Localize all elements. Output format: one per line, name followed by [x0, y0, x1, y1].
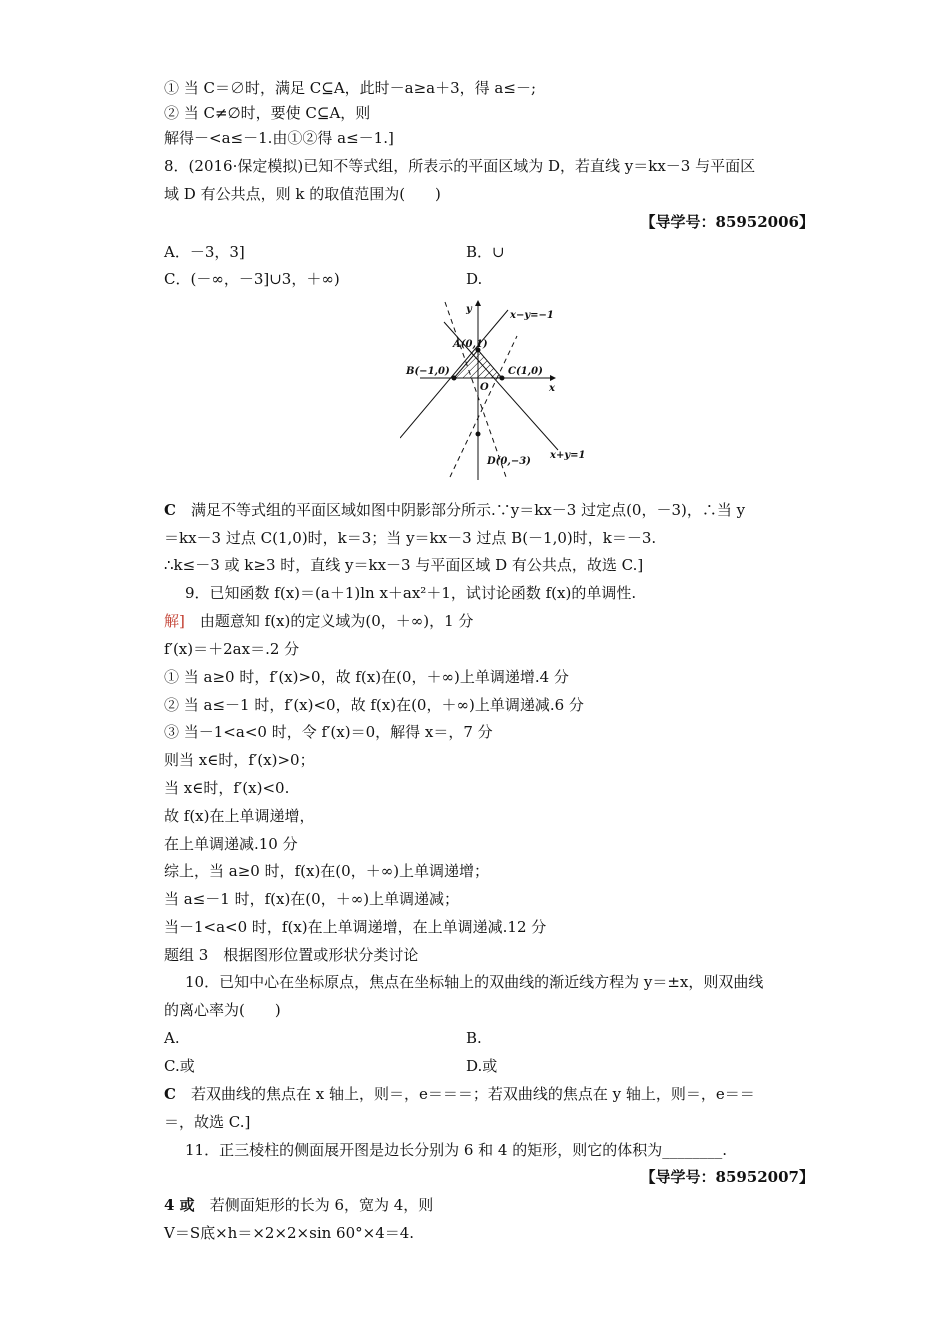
solution-9-line8: 故 f(x)在上单调递增，: [164, 807, 315, 825]
answer-8-text: 满足不等式组的平面区域如图中阴影部分所示.∵y＝kx－3 过定点(0，－3)，∴当 y: [190, 501, 746, 519]
question-10-cont: 的离心率为( ): [164, 1001, 281, 1019]
solution-9-line11: 当 a≤－1 时，f(x)在(0，＋∞)上单调递减；: [164, 890, 460, 908]
option-d: D.: [466, 270, 483, 288]
answer-11-value: 4 或: [164, 1196, 195, 1214]
solution-9-line10: 综上，当 a≥0 时，f(x)在(0，＋∞)上单调递增；: [164, 862, 490, 880]
dashed-line-left: [445, 302, 506, 477]
label-y: y: [466, 304, 472, 315]
option-b: B．∪: [466, 243, 505, 261]
group-3-heading: 题组 3 根据图形位置或形状分类讨论: [164, 946, 419, 964]
solution-9-start: [164, 611, 473, 631]
option-a: A．－3，3]: [164, 243, 245, 261]
x-arrow-icon: [550, 375, 556, 381]
answer-8-line2: ＝kx－3 过点 C(1,0)时，k＝3；当 y＝kx－3 过点 B(－1,0)时，k＝－3.: [164, 529, 657, 547]
answer-11-text: 若侧面矩形的长为 6，宽为 4，则: [209, 1196, 434, 1214]
guide-number-2: 【导学号：85952007】: [640, 1168, 814, 1186]
solution-9-line12: 当－1<a<0 时，f(x)在上单调递增，在上单调递减.12 分: [164, 918, 547, 936]
point-d: [476, 432, 481, 437]
solution-9-line5: ③ 当－1<a<0 时，令 f′(x)＝0，解得 x＝，7 分: [164, 723, 493, 741]
label-o: O: [480, 382, 489, 393]
label-c: C(1,0): [508, 366, 543, 377]
label-d: D(0,−3): [487, 456, 531, 467]
label-line2: x+y=1: [550, 450, 586, 461]
answer-8: [164, 500, 745, 520]
solution-9-line2: f′(x)＝＋2ax＝.2 分: [164, 640, 300, 658]
question-11: 11．正三棱柱的侧面展开图是边长分别为 6 和 4 的矩形，则它的体积为________.: [185, 1141, 728, 1159]
solution-9-line6: 则当 x∈时，f′(x)>0；: [164, 751, 315, 769]
option-10-a: A.: [164, 1029, 180, 1047]
line-1: ① 当 C＝∅时，满足 C⊆A，此时－a≥a＋3，得 a≤－;: [164, 79, 536, 97]
answer-10-line2: ＝，故选 C.]: [164, 1113, 251, 1131]
answer-10-letter: C: [164, 1085, 176, 1103]
solution-9-line7: 当 x∈时，f′(x)<0.: [164, 779, 290, 797]
answer-11-line2: V＝S底×h＝×2×2×sin 60°×4＝4.: [164, 1224, 415, 1242]
option-c: C．(－∞，－3]∪3，＋∞): [164, 270, 340, 288]
region-graph: [400, 292, 600, 487]
answer-10-text: 若双曲线的焦点在 x 轴上，则＝，e＝＝＝；若双曲线的焦点在 y 轴上，则＝，e＝＝: [190, 1085, 755, 1103]
answer-8-letter: C: [164, 501, 176, 519]
point-b: [452, 376, 457, 381]
answer-8-line3: ∴k≤－3 或 k≥3 时，直线 y＝kx－3 与平面区域 D 有公共点，故选 C.]: [164, 556, 644, 574]
point-c: [500, 376, 505, 381]
solution-9-text: 由题意知 f(x)的定义域为(0，＋∞)，1 分: [199, 612, 474, 630]
answer-10: [164, 1084, 755, 1104]
solution-9-line4: ② 当 a≤－1 时，f′(x)<0，故 f(x)在(0，＋∞)上单调递减.6 分: [164, 696, 584, 714]
solution-9-line3: ① 当 a≥0 时，f′(x)>0，故 f(x)在(0，＋∞)上单调递增.4 分: [164, 668, 569, 686]
line-2: ② 当 C≠∅时，要使 C⊆A，则: [164, 104, 371, 122]
question-10: 10．已知中心在坐标原点，焦点在坐标轴上的双曲线的渐近线方程为 y＝±x，则双曲线: [185, 973, 764, 991]
option-10-b: B.: [466, 1029, 482, 1047]
option-10-c: C.或: [164, 1057, 195, 1075]
answer-11: [164, 1195, 433, 1215]
solution-tag: 解]: [164, 612, 185, 630]
y-arrow-icon: [475, 300, 481, 306]
solution-9-line9: 在上单调递减.10 分: [164, 835, 298, 853]
question-8: 8．(2016·保定模拟)已知不等式组，所表示的平面区域为 D，若直线 y＝kx－3 与平面区: [164, 157, 756, 175]
label-line1: x−y=−1: [510, 310, 554, 321]
option-10-d: D.或: [466, 1057, 498, 1075]
label-b: B(−1,0): [406, 366, 450, 377]
label-x: x: [549, 383, 555, 394]
label-a: A(0,1): [453, 339, 488, 350]
guide-number-1: 【导学号：85952006】: [640, 213, 814, 231]
question-9: 9．已知函数 f(x)＝(a＋1)ln x＋ax²＋1，试讨论函数 f(x)的单调性.: [185, 584, 637, 602]
line-3: 解得－<a≤－1.由①②得 a≤－1.]: [164, 129, 394, 147]
question-8-cont: 域 D 有公共点，则 k 的取值范围为( ): [164, 185, 441, 203]
